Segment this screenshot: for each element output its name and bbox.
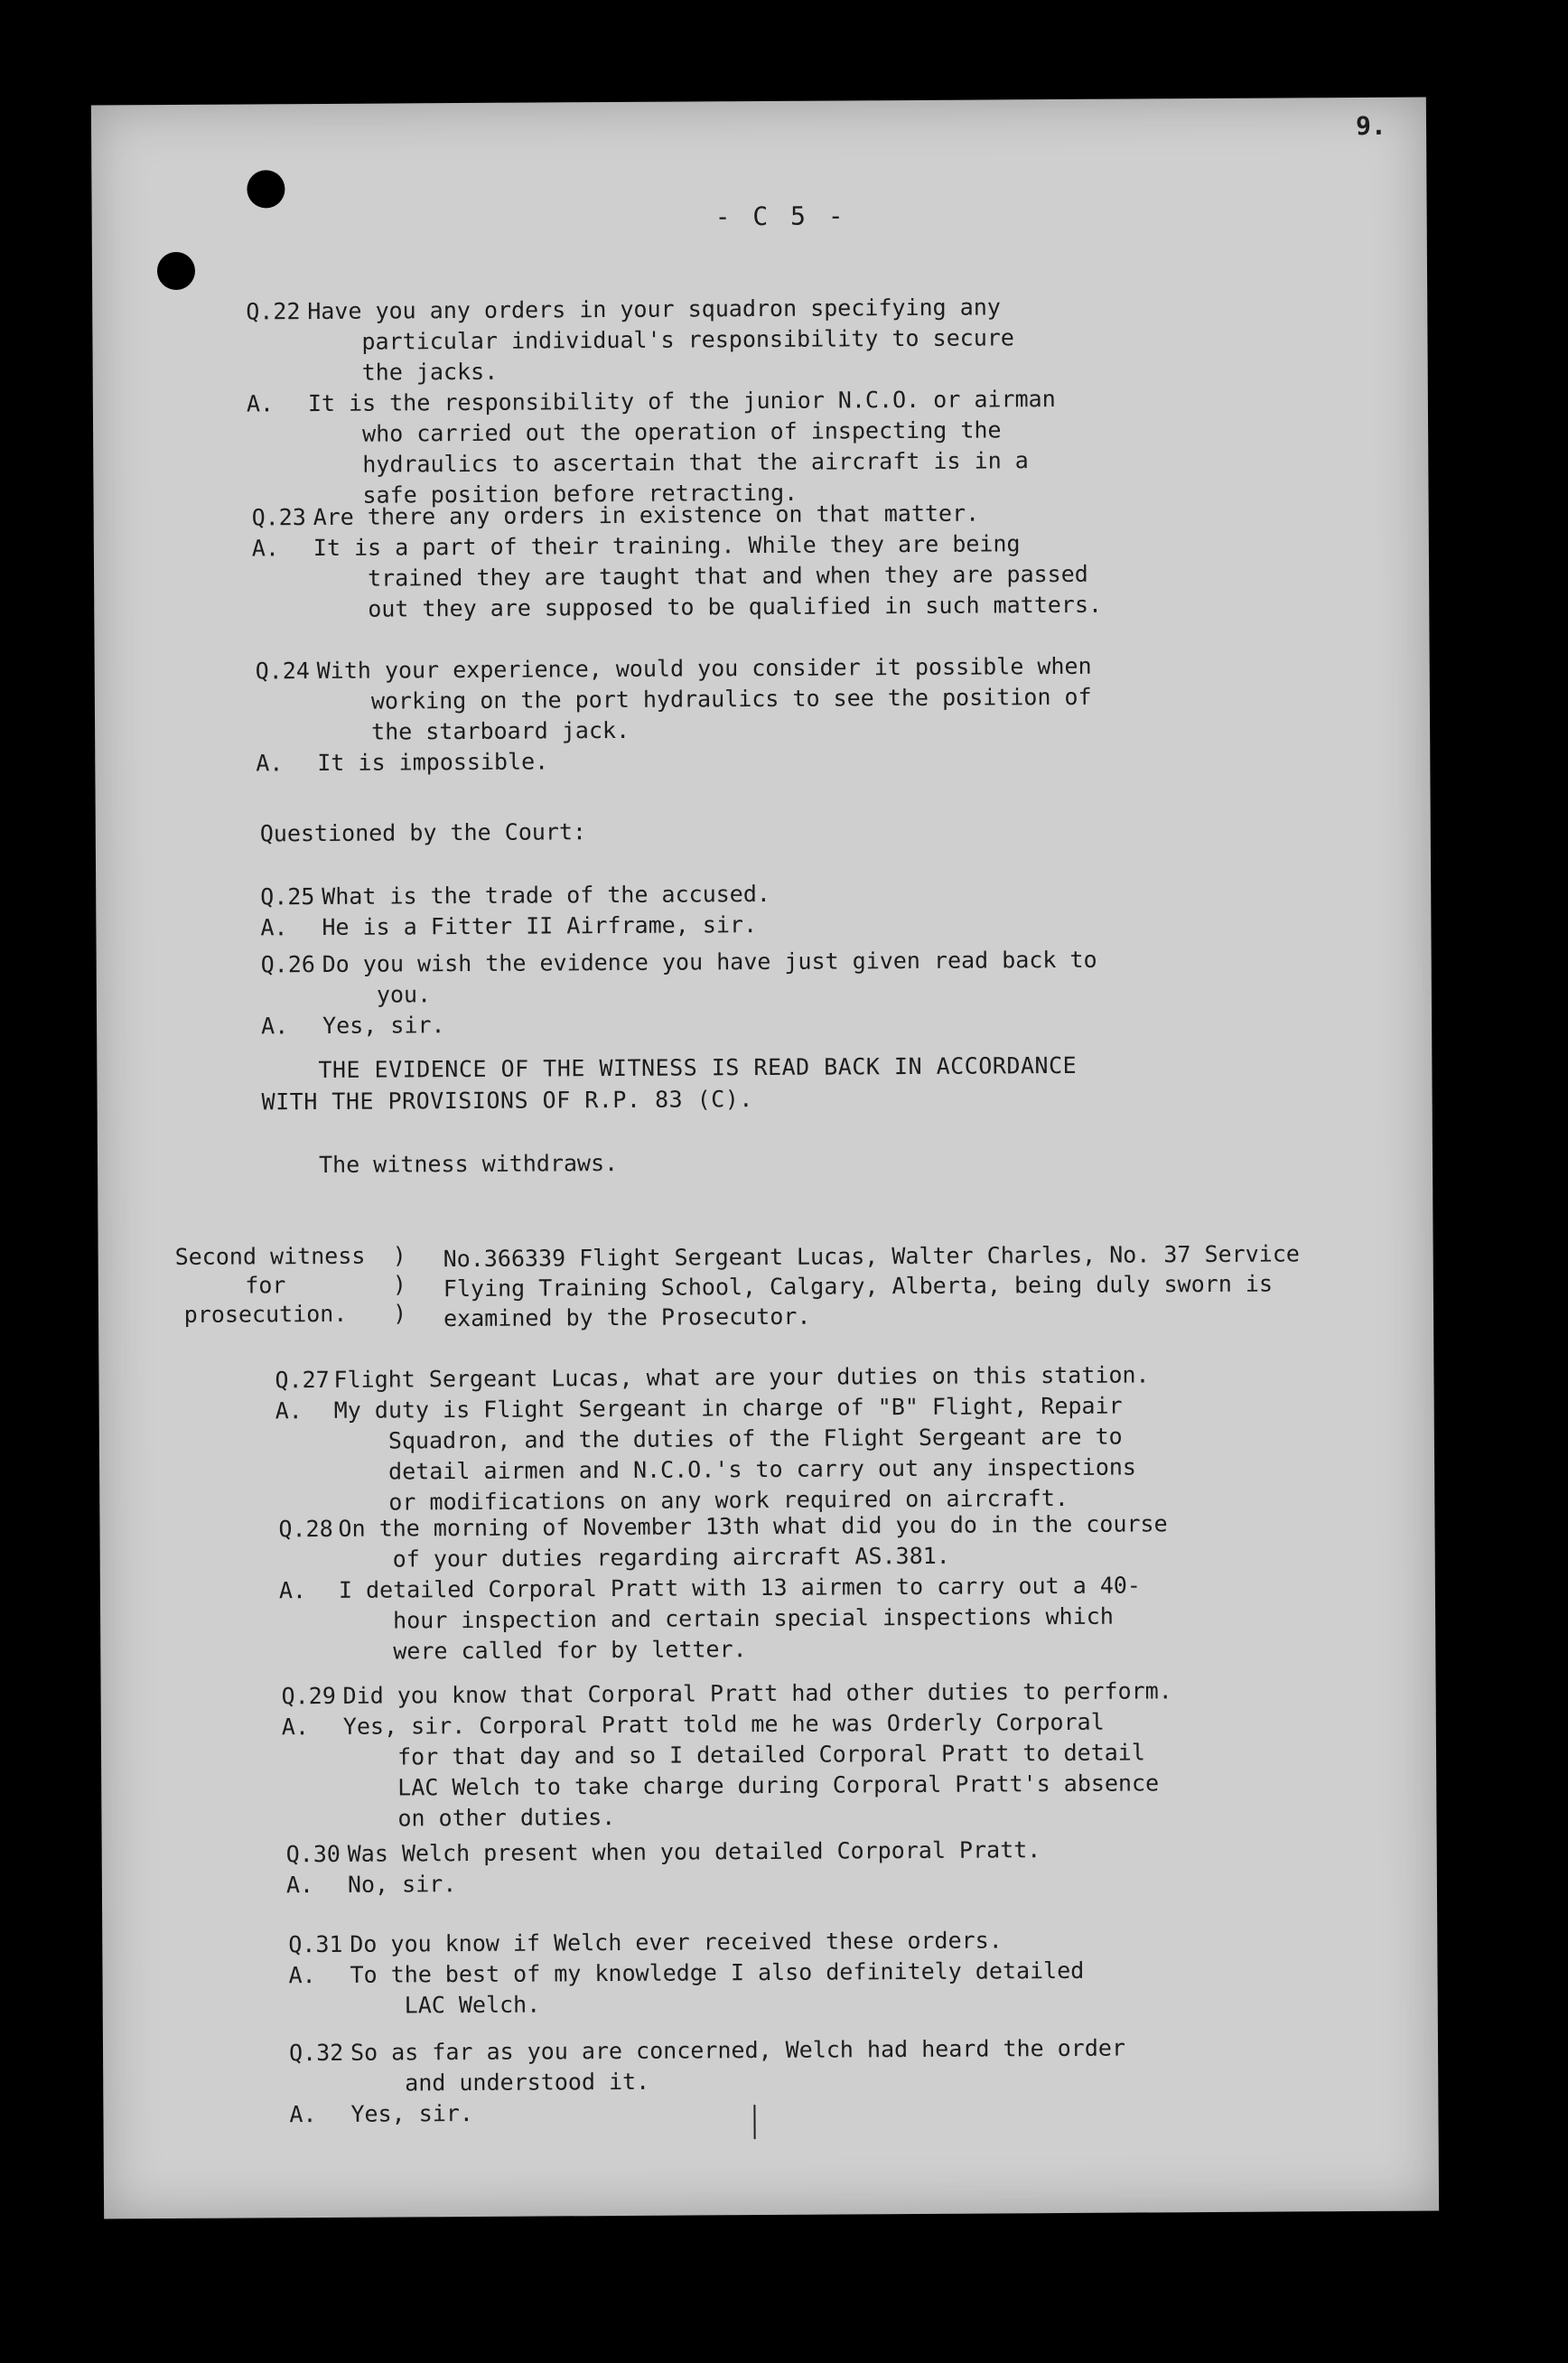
answer-text-line: who carried out the operation of inspecting the [362, 416, 1002, 447]
answer-text-line: No, sir. [347, 1871, 457, 1898]
answer-label: A. [275, 1397, 303, 1424]
margin-note [174, 1242, 366, 1330]
document-page [91, 98, 1439, 2219]
answer-text-line: Squadron, and the duties of the Flight Sergeant are to [387, 1423, 1123, 1454]
page-number: 9. [1355, 110, 1386, 141]
bracket-glyph: ) [392, 1271, 406, 1298]
punch-hole [247, 170, 285, 208]
answer-text-line: hour inspection and certain special inspections which [393, 1602, 1114, 1634]
answer-text-line: It is a part of their training. While they are being [313, 530, 1021, 562]
question-number: Q.26 [260, 951, 315, 978]
question-text-line: Do you wish the evidence you have just given read back to [322, 946, 1097, 977]
margin-note-line: prosecution. [183, 1300, 348, 1328]
question-number: Q.25 [260, 883, 315, 911]
question-text-line: Are there any orders in existence on that matter. [313, 500, 980, 531]
answer-text-line: were called for by letter. [393, 1636, 747, 1665]
question-text-line: you. [376, 981, 432, 1008]
witness-intro-line-1: No.366339 Flight Sergeant Lucas, Walter Charles, No. 37 Service [443, 1240, 1300, 1273]
question-number: Q.28 [278, 1515, 333, 1543]
answer-text-line: To the best of my knowledge I also definitely detailed [350, 1957, 1085, 1988]
court-heading: Questioned by the Court: [259, 818, 587, 847]
question-number: Q.31 [288, 1930, 343, 1958]
answer-label: A. [278, 1577, 307, 1604]
answer-text-line: on other duties. [397, 1804, 616, 1832]
question-text-line: Have you any orders in your squadron specifying any [307, 294, 1001, 325]
question-text-line: Did you know that Corporal Pratt had other duties to perform. [342, 1677, 1172, 1709]
answer-text-line: or modifications on any work required on aircraft. [388, 1484, 1069, 1516]
question-text-line: What is the trade of the accused. [322, 880, 771, 910]
question-text-line: Do you know if Welch ever received these orders. [350, 1927, 1003, 1957]
question-text-line: and understood it. [405, 2068, 650, 2097]
answer-text-line: safe position before retracting. [362, 479, 798, 509]
answer-label: A. [281, 1714, 310, 1741]
question-number: Q.30 [285, 1840, 341, 1868]
answer-text-line: hydraulics to ascertain that the aircraft is in a [362, 447, 1029, 478]
answer-text-line: Yes, sir. [350, 2099, 474, 2127]
answer-label: A. [246, 390, 275, 417]
witness-intro-line-3: examined by the Prosecutor. [443, 1303, 811, 1332]
bracket-glyph: ) [392, 1300, 407, 1327]
margin-note-line: for [245, 1272, 286, 1299]
answer-label: A. [289, 2101, 317, 2128]
question-text-line: With your experience, would you consider it possible when [316, 652, 1092, 685]
margin-note-line: Second witness [174, 1242, 366, 1270]
question-text-line: Flight Sergeant Lucas, what are your duties on this station. [333, 1361, 1150, 1393]
witness-intro-line-2: Flying Training School, Calgary, Alberta, being duly sworn is [443, 1270, 1274, 1303]
answer-text-line: trained they are taught that and when they are passed [367, 560, 1088, 592]
question-number: Q.22 [246, 298, 301, 325]
question-number: Q.32 [288, 2039, 344, 2067]
answer-label: A. [251, 535, 280, 562]
question-text-line: of your duties regarding aircraft AS.381. [392, 1542, 950, 1573]
question-text-line: the jacks. [361, 358, 499, 386]
answer-text-line: Yes, sir. Corporal Pratt told me he was Orderly Corporal [342, 1708, 1105, 1740]
answer-text-line: LAC Welch. [404, 1991, 541, 2019]
answer-text-line: It is impossible. [317, 748, 549, 777]
answer-text-line: My duty is Flight Sergeant in charge of "B" Flight, Repair [333, 1392, 1123, 1424]
pen-mark [753, 2105, 755, 2139]
question-number: Q.29 [281, 1682, 336, 1710]
answer-label: A. [256, 750, 284, 777]
answer-label: A. [261, 1013, 289, 1040]
bracket-glyph: ) [392, 1242, 406, 1269]
question-number: Q.23 [251, 504, 306, 531]
answer-label: A. [288, 1962, 316, 1989]
question-text-line: working on the port hydraulics to see the position of [370, 683, 1092, 715]
margin-bracket [393, 1241, 407, 1328]
question-text-line: On the morning of November 13th what did you do in the course [338, 1510, 1168, 1542]
question-number: Q.24 [255, 658, 311, 685]
question-text-line: So as far as you are concerned, Welch had heard the order [350, 2034, 1126, 2066]
question-text-line: Was Welch present when you detailed Corporal Pratt. [347, 1836, 1041, 1867]
answer-label: A. [285, 1872, 314, 1899]
evidence-read-back-line-1: THE EVIDENCE OF THE WITNESS IS READ BACK IN ACCORDANCE [318, 1051, 1078, 1084]
answer-text-line: out they are supposed to be qualified in such matters. [368, 591, 1103, 622]
answer-label: A. [260, 914, 288, 941]
answer-text-line: detail airmen and N.C.O.'s to carry out any inspections [388, 1453, 1137, 1485]
question-text-line: particular individual's responsibility to secure [361, 324, 1015, 355]
evidence-read-back-line-2: WITH THE PROVISIONS OF R.P. 83 (C). [261, 1086, 753, 1116]
question-number: Q.27 [275, 1366, 330, 1394]
answer-text-line: Yes, sir. [322, 1012, 445, 1039]
answer-text-line: for that day and so I detailed Corporal Pratt to detail [397, 1739, 1145, 1770]
answer-text-line: He is a Fitter II Airframe, sir. [322, 911, 758, 940]
punch-hole [157, 252, 195, 290]
answer-text-line: It is the responsibility of the junior N.C.O. or airman [307, 386, 1056, 417]
question-text-line: the starboard jack. [371, 716, 630, 745]
answer-text-line: I detailed Corporal Pratt with 13 airmen to carry out a 40- [338, 1572, 1142, 1603]
answer-text-line: LAC Welch to take charge during Corporal Pratt's absence [397, 1770, 1160, 1801]
witness-withdraws: The witness withdraws. [318, 1149, 619, 1179]
section-header: - C 5 - [714, 201, 847, 232]
